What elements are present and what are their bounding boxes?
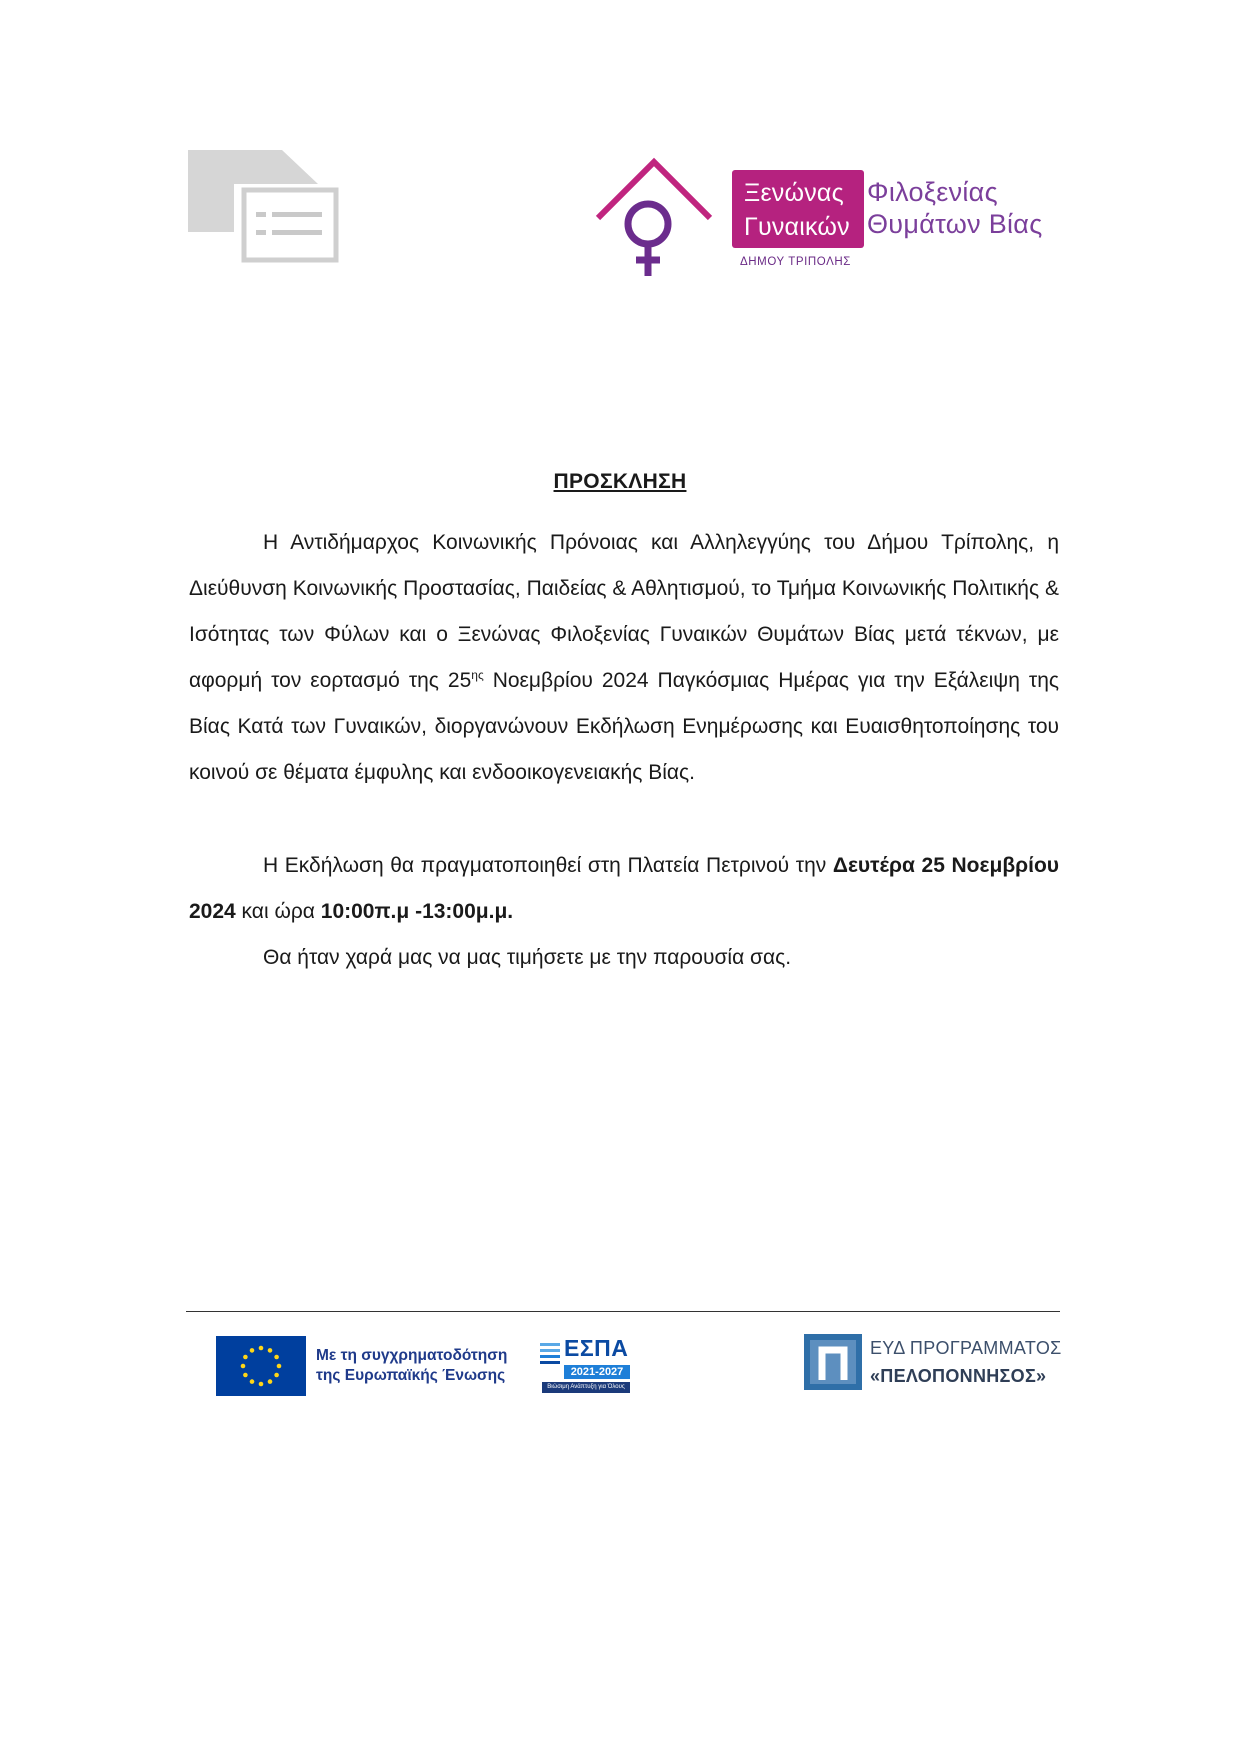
program-line-1: ΕΥΔ ΠΡΟΓΡΑΜΜΑΤΟΣ	[870, 1338, 1062, 1358]
espa-title: ΕΣΠΑ	[564, 1335, 629, 1361]
house-female-symbol-icon	[592, 152, 716, 278]
espa-years: 2021-2027	[564, 1365, 630, 1379]
event-text-a: Η Εκδήλωση θα πραγματοποιηθεί στη Πλατεία Πετρινού την	[263, 854, 833, 877]
program-label	[870, 1334, 1062, 1390]
paragraph-event-details	[189, 843, 1059, 935]
paragraph-closing: Θα ήταν χαρά μας να μας τιμήσετε με την παρουσία σας.	[263, 946, 792, 969]
eu-cofunding-label	[316, 1346, 507, 1386]
shelter-subtitle	[867, 176, 1043, 240]
badge-line-2: Γυναικών	[744, 213, 850, 241]
badge-line-1: Ξενώνας	[744, 179, 844, 207]
paragraph-intro	[189, 520, 1059, 796]
municipality-label: ΔΗΜΟΥ ΤΡΙΠΟΛΗΣ	[740, 256, 852, 268]
intro-text-b: Νοεμβρίου 2024 Παγκόσμιας Ημέρας για την Εξάλειψη της Βίας Κατά των Γυναικών, διοργανώνουν Εκδήλωση Ενημέρωσης και Ευαισθητοποίησης του κοινού σε θέματα έμφυλης και ενδοοικογενειακής Βίας.	[189, 669, 1059, 784]
shelter-badge	[732, 170, 864, 248]
pi-square-icon	[804, 1334, 862, 1390]
event-time: 10:00π.μ -13:00μ.μ.	[320, 900, 514, 923]
event-date: Δευτέρα 25 Νοεμβρίου 2024	[189, 854, 1060, 923]
page-title: ΠΡΟΣΚΛΗΣΗ	[553, 470, 687, 493]
espa-tagline: Βιώσιμη Ανάπτυξη για Όλους	[542, 1382, 630, 1393]
ordinal-suffix: ης	[471, 668, 484, 682]
subtitle-line-2: Θυμάτων Βίας	[867, 209, 1043, 239]
espa-stripes-icon	[540, 1341, 562, 1365]
intro-text-a: Η Αντιδήμαρχος Κοινωνικής Πρόνοιας και Αλληλεγγύης του Δήμου Τρίπολης, η Διεύθυνση Κοινωνικής Προστασίας, Παιδείας & Αθλητισμού, το Τμήμα Κοινωνικής Πολιτικής & Ισότητας των Φύλων και ο Ξενώνας Φιλοξενίας Γυναικών Θυμάτων Βίας μετά τέκνων, με αφορμή τον εορτασμό της 25	[189, 531, 1059, 692]
eu-line-1: Με τη συγχρηματοδότηση	[316, 1347, 508, 1364]
espa-logo	[540, 1335, 632, 1397]
footer-divider	[186, 1311, 1060, 1312]
eu-line-2: της Ευρωπαϊκής Ένωσης	[316, 1367, 506, 1384]
event-text-b: και ώρα	[235, 900, 321, 923]
document-list-icon	[188, 150, 340, 266]
shelter-logo	[592, 152, 1062, 278]
subtitle-line-1: Φιλοξενίας	[867, 177, 998, 207]
eu-flag-icon	[216, 1336, 306, 1396]
program-line-2: «ΠΕΛΟΠΟΝΝΗΣΟΣ»	[870, 1366, 1047, 1386]
